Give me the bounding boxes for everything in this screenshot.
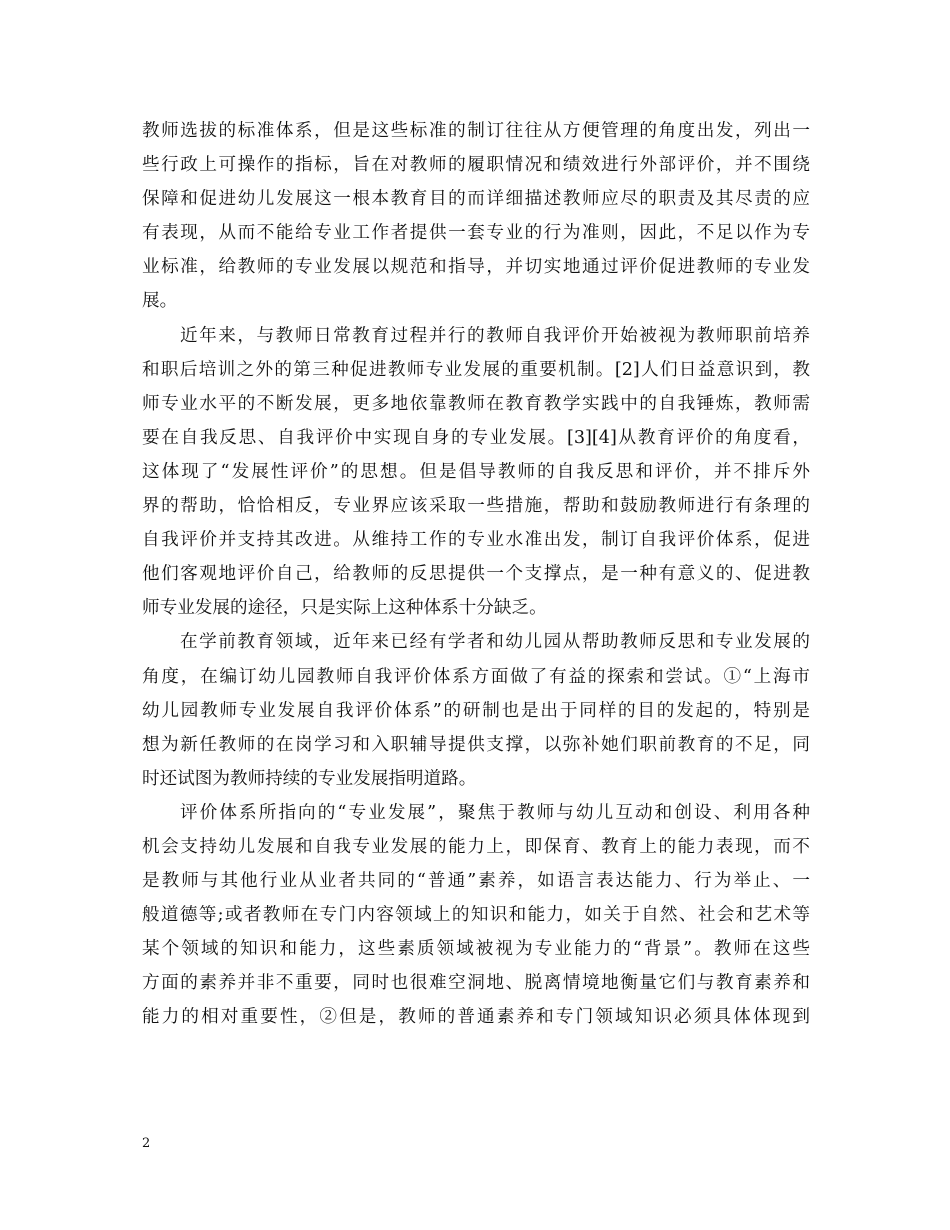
text-line: 界的帮助，恰恰相反，专业界应该采取一些措施，帮助和鼓励教师进行有条理的 [142,496,810,517]
text-line: 教师选拔的标准体系，但是这些标准的制订往往从方便管理的角度出发，列出一 [142,121,810,141]
text-line: 时还试图为教师持续的专业发展指明道路。 [142,768,477,789]
text-line: 有表现，从而不能给专业工作者提供一套专业的行为准则，因此，不足以作为专 [142,223,810,244]
paragraph-4 [142,796,810,1035]
text-line: 能力的相对重要性，②但是，教师的普通素养和专门领域知识必须具体体现到 [142,1007,810,1028]
text-line: 些行政上可操作的指标，旨在对教师的履职情况和绩效进行外部评价，并不围绕 [142,155,810,176]
text-line: 师专业发展的途径，只是实际上这种体系十分缺乏。 [142,598,547,619]
paragraph-1 [142,114,810,319]
text-line: 他们客观地评价自己，给教师的反思提供一个支撑点，是一种有意义的、促进教 [142,564,810,585]
text-line: 在学前教育领域，近年来已经有学者和幼儿园从帮助教师反思和专业发展的 [180,632,810,653]
paragraph-2 [142,319,810,626]
text-line: 机会支持幼儿发展和自我专业发展的能力上，即保育、教育上的能力表现，而不 [142,836,810,857]
text-line: 业标准，给教师的专业发展以规范和指导，并切实地通过评价促进教师的专业发 [142,257,810,278]
page-number: 2 [142,1136,151,1151]
text-line: 展。 [142,291,178,312]
paragraph-3 [142,625,810,795]
text-line: 是教师与其他行业从业者共同的“普通”素养，如语言表达能力、行为举止、一 [142,871,810,892]
text-line: 角度，在编订幼儿园教师自我评价体系方面做了有益的探索和尝试。①“上海市 [142,666,810,687]
text-line: 方面的素养并非不重要，同时也很难空洞地、脱离情境地衡量它们与教育素养和 [142,973,810,994]
document-body [142,114,810,1035]
text-line: 幼儿园教师专业发展自我评价体系”的研制也是出于同样的目的发起的，特别是 [142,700,810,721]
text-line: 和职后培训之外的第三种促进教师专业发展的重要机制。[2]人们日益意识到，教 [142,359,810,380]
text-line: 般道德等;或者教师在专门内容领域上的知识和能力，如关于自然、社会和艺术等 [142,905,810,926]
text-line: 近年来，与教师日常教育过程并行的教师自我评价开始被视为教师职前培养 [180,325,810,346]
text-line: 要在自我反思、自我评价中实现自身的专业发展。[3][4]从教育评价的角度看， [142,427,810,448]
text-line: 某个领域的知识和能力，这些素质领域被视为专业能力的“背景”。教师在这些 [142,939,810,960]
text-line: 评价体系所指向的“专业发展”，聚焦于教师与幼儿互动和创设、利用各种 [180,802,810,823]
text-line: 保障和促进幼儿发展这一根本教育目的而详细描述教师应尽的职责及其尽责的应 [142,189,810,210]
text-line: 师专业水平的不断发展，更多地依靠教师在教育教学实践中的自我锤炼，教师需 [142,393,810,414]
text-line: 想为新任教师的在岗学习和入职辅导提供支撑，以弥补她们职前教育的不足，同 [142,734,810,755]
text-line: 自我评价并支持其改进。从维持工作的专业水准出发，制订自我评价体系，促进 [142,530,810,551]
text-line: 这体现了“发展性评价”的思想。但是倡导教师的自我反思和评价，并不排斥外 [142,461,810,482]
